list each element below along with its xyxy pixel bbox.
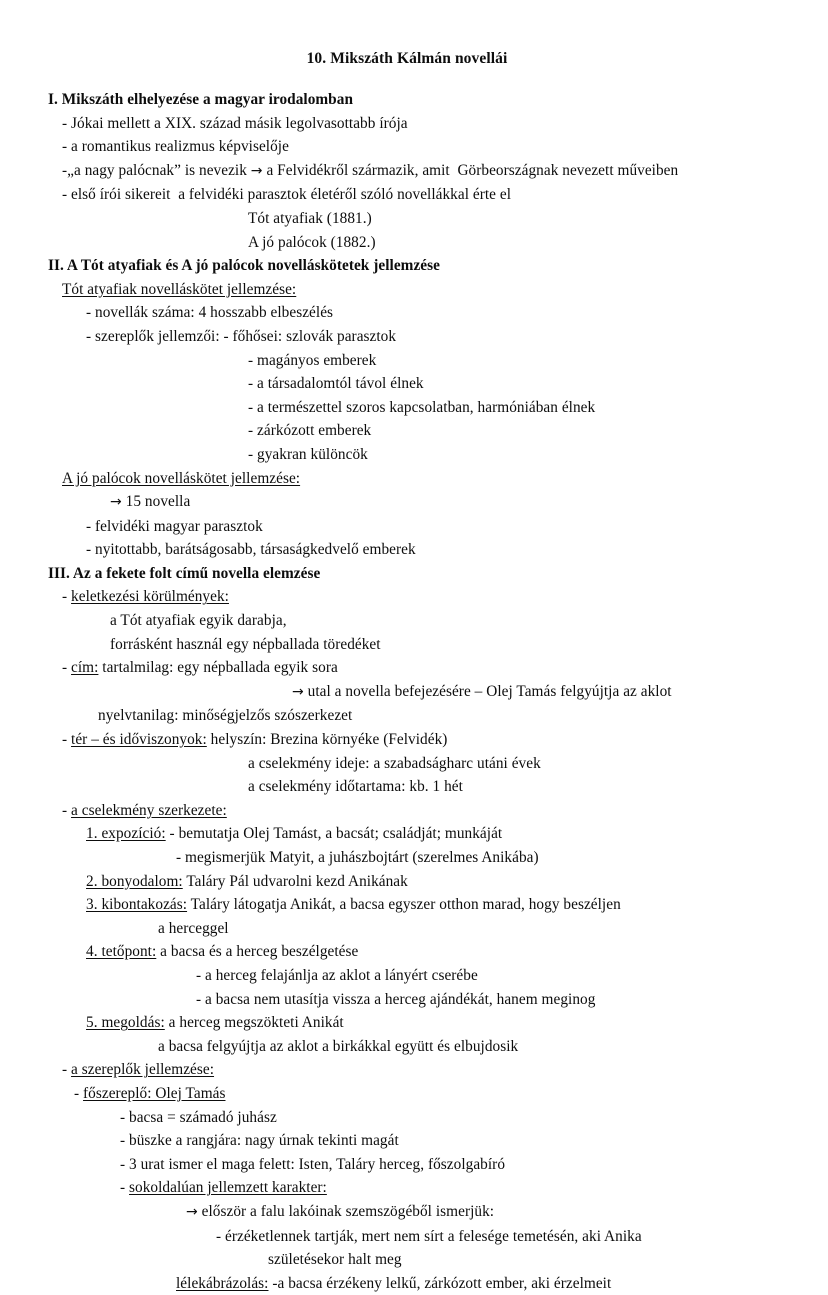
subheading-text: Tót atyafiak novelláskötet jellemzése: — [62, 280, 297, 298]
subheading-tot-atyafiak — [0, 278, 828, 302]
list-item — [0, 490, 828, 515]
subheading-rest: -a bacsa érzékeny lelkű, zárkózott ember, aki érzelmeit — [268, 1274, 612, 1292]
detail-line: születésekor halt meg — [268, 1251, 402, 1269]
subheading-text: főszereplő: Olej Tamás — [83, 1084, 226, 1102]
list-item: - 3 urat ismer el maga felett: Isten, Taláry herceg, főszolgabíró — [120, 1155, 506, 1173]
plot-item-text: a herceg megszökteti Anikát — [164, 1014, 344, 1032]
subheading-text: sokoldalúan jellemzett karakter: — [129, 1179, 327, 1197]
list-item: - felvidéki magyar parasztok — [86, 517, 263, 535]
list-item: - bacsa = számadó juhász — [120, 1108, 277, 1126]
heading-section-1: I. Mikszáth elhelyezése a magyar irodalomban — [48, 91, 353, 108]
plot-item-label: 4. tetőpont: — [86, 943, 157, 961]
list-item: - Jókai mellett a XIX. század másik legolvasottabb írója — [62, 114, 408, 132]
list-item: - magányos emberek — [248, 351, 377, 369]
plot-item-text: a bacsa és a herceg beszélgetése — [156, 943, 359, 961]
arrow-icon: → — [186, 1203, 198, 1220]
plot-item-continuation: - a bacsa nem utasítja vissza a herceg ajándékát, hanem meginog — [196, 990, 596, 1008]
plot-item-label: 1. expozíció: — [86, 825, 166, 843]
subheading-rest: helyszín: Brezina környéke (Felvidék) — [206, 731, 448, 749]
plot-item-text: Taláry Pál udvarolni kezd Anikának — [182, 872, 408, 890]
list-item: - novellák száma: 4 hosszabb elbeszélés — [86, 304, 334, 322]
detail-text: utal a novella befejezésére – Olej Tamás felgyújtja az aklot — [303, 682, 672, 700]
page-title: 10. Mikszáth Kálmán novellái — [306, 50, 508, 67]
plot-item-text: Taláry látogatja Anikát, a bacsa egyszer otthon marad, hogy beszéljen — [187, 896, 621, 914]
plot-item-label: 2. bonyodalom: — [86, 872, 183, 890]
plot-item-continuation: - megismerjük Matyit, a juhászbojtárt (szerelmes Anikába) — [176, 849, 539, 866]
detail-line: - érzéketlennek tartják, mert nem sírt a felesége temetésén, aki Anika — [216, 1227, 642, 1245]
list-item: - a társadalomtól távol élnek — [248, 375, 424, 393]
list-item-text: 15 novella — [121, 493, 191, 511]
list-item-text: -„a nagy palócnak” is nevezik — [62, 161, 251, 179]
list-item — [0, 159, 828, 184]
list-item: - szereplők jellemzői: - főhősei: szlovák parasztok — [86, 327, 397, 345]
list-item: - büszke a rangjára: nagy úrnak tekinti magát — [120, 1132, 399, 1150]
plot-item-megoldas — [0, 1011, 828, 1035]
detail-line — [0, 680, 828, 705]
detail-line — [0, 1200, 828, 1225]
detail-line: forrásként használ egy népballada töredéket — [110, 635, 381, 653]
list-item: - gyakran különcök — [248, 445, 368, 463]
list-item: - a romantikus realizmus képviselője — [62, 138, 289, 156]
detail-line: nyelvtanilag: minőségjelzős szószerkezet — [98, 707, 353, 725]
detail-line: a cselekmény ideje: a szabadságharc utáni évek — [248, 754, 541, 772]
subheading-jo-palocok — [0, 467, 828, 491]
subheading-text: lélekábrázolás: — [176, 1274, 269, 1292]
heading-section-2: II. A Tót atyafiak és A jó palócok novelláskötetek jellemzése — [48, 257, 440, 275]
subheading-lelekabrazolas — [0, 1272, 828, 1295]
plot-item-text: - bemutatja Olej Tamást, a bacsát; családját; munkáját — [165, 825, 503, 843]
subheading-text: a cselekmény szerkezete: — [71, 801, 227, 819]
arrow-icon: → — [250, 162, 263, 179]
subheading-text: a szereplők jellemzése: — [71, 1061, 215, 1079]
arrow-icon: → — [292, 683, 304, 700]
arrow-icon: → — [110, 494, 122, 511]
subheading-cim: - cím: tartalmilag: egy népballada egyik sora — [62, 659, 338, 677]
list-item: - a természettel szoros kapcsolatban, harmóniában élnek — [248, 398, 596, 416]
detail-line: a Tót atyafiak egyik darabja, — [110, 612, 287, 630]
plot-item-expozicio — [0, 822, 828, 846]
detail-text: először a falu lakóinak szemszögéből ismerjük: — [197, 1202, 495, 1220]
subheading-text: cím: — [71, 659, 99, 677]
subheading-text: A jó palócok novelláskötet jellemzése: — [62, 469, 301, 487]
plot-item-continuation: - a herceg felajánlja az aklot a lányért cserébe — [196, 966, 478, 984]
plot-item-continuation: a herceggel — [158, 919, 229, 937]
book-title-line: Tót atyafiak (1881.) — [248, 209, 372, 227]
list-item: - első írói sikereit a felvidéki parasztok életéről szóló novellákkal érte el — [62, 186, 512, 204]
subheading-rest: tartalmilag: egy népballada egyik sora — [98, 659, 338, 677]
subheading-szereplok-jellemzese: - a szereplők jellemzése: — [62, 1061, 215, 1079]
plot-item-kibontakozas — [0, 893, 828, 917]
plot-item-tetopont — [0, 940, 828, 964]
heading-section-3: III. Az a fekete folt című novella elemzése — [48, 564, 321, 582]
list-item: - nyitottabb, barátságosabb, társaságkedvelő emberek — [86, 541, 416, 559]
subheading-ter-ido: - tér – és időviszonyok: helyszín: Brezina környéke (Felvidék) — [62, 731, 448, 749]
plot-item-label: 5. megoldás: — [86, 1014, 165, 1032]
document-body — [0, 68, 828, 1295]
list-item-text-cont: a Felvidékről származik, amit Görbeországnak nevezett műveiben — [262, 161, 679, 179]
plot-item-continuation: a bacsa felgyújtja az aklot a birkákkal együtt és elbujdosik — [158, 1037, 519, 1055]
subheading-sokoldaluan: - sokoldalúan jellemzett karakter: — [120, 1179, 327, 1197]
book-title-line: A jó palócok (1882.) — [248, 233, 376, 251]
subheading-cselekmeny-szerkezete: - a cselekmény szerkezete: — [62, 801, 227, 819]
subheading-keletkezes: - keletkezési körülmények: — [62, 588, 229, 606]
subheading-text: keletkezési körülmények: — [71, 588, 229, 606]
plot-item-bonyodalom — [0, 870, 828, 894]
subheading-text: tér – és időviszonyok: — [71, 731, 207, 749]
subheading-foszereplo: - főszereplő: Olej Tamás — [74, 1084, 226, 1102]
detail-line: a cselekmény időtartama: kb. 1 hét — [248, 778, 463, 796]
plot-item-label: 3. kibontakozás: — [86, 896, 188, 914]
list-item: - zárkózott emberek — [248, 422, 372, 440]
